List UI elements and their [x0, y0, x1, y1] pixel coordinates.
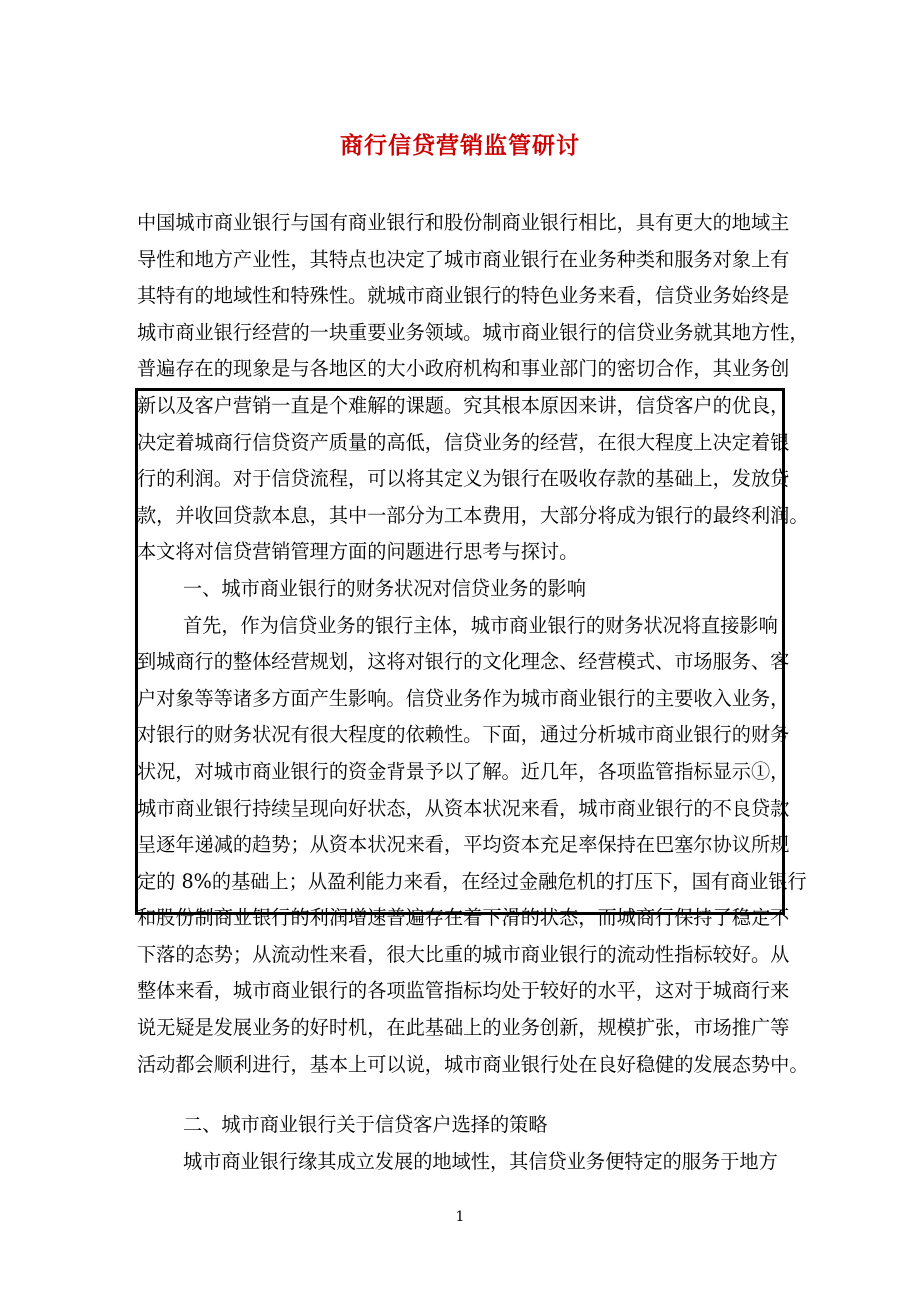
paragraph-line: 本文将对信贷营销管理方面的问题进行思考与探讨。 — [137, 540, 579, 564]
paragraph-line: 定的 8%的基础上；从盈利能力来看，在经过金融危机的打压下，国有商业银行 — [137, 869, 807, 893]
paragraph-line: 普遍存在的现象是与各地区的大小政府机构和事业部门的密切合作，其业务创 — [137, 357, 790, 381]
paragraph-line: 整体来看，城市商业银行的各项监管指标均处于较好的水平，这对于城商行来 — [137, 979, 790, 1003]
paragraph-line: 活动都会顺利进行，基本上可以说，城市商业银行处在良好稳健的发展态势中。 — [137, 1052, 809, 1076]
paragraph-line: 中国城市商业银行与国有商业银行和股份制商业银行相比，具有更大的地域主 — [137, 211, 790, 234]
paragraph-line: 状况，对城市商业银行的资金背景予以了解。近几年，各项监管指标显示①， — [137, 759, 790, 783]
paragraph-line: 其特有的地域性和特殊性。就城市商业银行的特色业务来看，信贷业务始终是 — [137, 284, 790, 308]
paragraph-line: 说无疑是发展业务的好时机，在此基础上的业务创新，规模扩张，市场推广等 — [137, 1016, 790, 1040]
paragraph-line: 行的利润。对于信贷流程，可以将其定义为银行在吸收存款的基础上，发放贷 — [137, 467, 790, 491]
paragraph-line: 款，并收回贷款本息，其中一部分为工本费用，大部分将成为银行的最终利润。 — [137, 503, 809, 527]
paragraph-line: 决定着城商行信贷资产质量的高低，信贷业务的经营，在很大程度上决定着银 — [137, 430, 790, 454]
paragraph-line: 到城商行的整体经营规划，这将对银行的文化理念、经营模式、市场服务、客 — [137, 650, 790, 674]
paragraph-line: 新以及客户营销一直是个难解的课题。究其根本原因来讲，信贷客户的优良， — [137, 393, 790, 417]
paragraph-line: 呈逐年递减的趋势；从资本状况来看，平均资本充足率保持在巴塞尔协议所规 — [137, 833, 790, 857]
section-heading-1: 一、城市商业银行的财务状况对信贷业务的影响 — [183, 576, 586, 600]
document-body — [137, 205, 809, 1180]
section-heading-2: 二、城市商业银行关于信贷客户选择的策略 — [183, 1113, 548, 1137]
paragraph-line: 户对象等等诸多方面产生影响。信贷业务作为城市商业银行的主要收入业务， — [137, 686, 790, 710]
paragraph-line: 和股份制商业银行的利润增速普遍存在着下滑的状态，而城商行保持了稳定不 — [137, 906, 790, 930]
paragraph-line: 城市商业银行缘其成立发展的地域性，其信贷业务便特定的服务于地方 — [183, 1149, 778, 1173]
paragraph-line: 城市商业银行持续呈现向好状态，从资本状况来看，城市商业银行的不良贷款 — [137, 796, 790, 820]
paragraph-line: 首先，作为信贷业务的银行主体，城市商业银行的财务状况将直接影响 — [183, 613, 778, 637]
paragraph-line: 对银行的财务状况有很大程度的依赖性。下面，通过分析城市商业银行的财务 — [137, 723, 790, 747]
document-title: 商行信贷营销监管研讨 — [340, 133, 580, 159]
paragraph-line: 城市商业银行经营的一块重要业务领域。城市商业银行的信贷业务就其地方性， — [137, 320, 809, 344]
paragraph-line: 导性和地方产业性，其特点也决定了城市商业银行在业务种类和服务对象上有 — [137, 247, 790, 271]
page-number: 1 — [455, 1209, 465, 1225]
paragraph-spacer — [137, 1083, 783, 1107]
paragraph-line: 下落的态势；从流动性来看，很大比重的城市商业银行的流动性指标较好。从 — [137, 942, 790, 966]
